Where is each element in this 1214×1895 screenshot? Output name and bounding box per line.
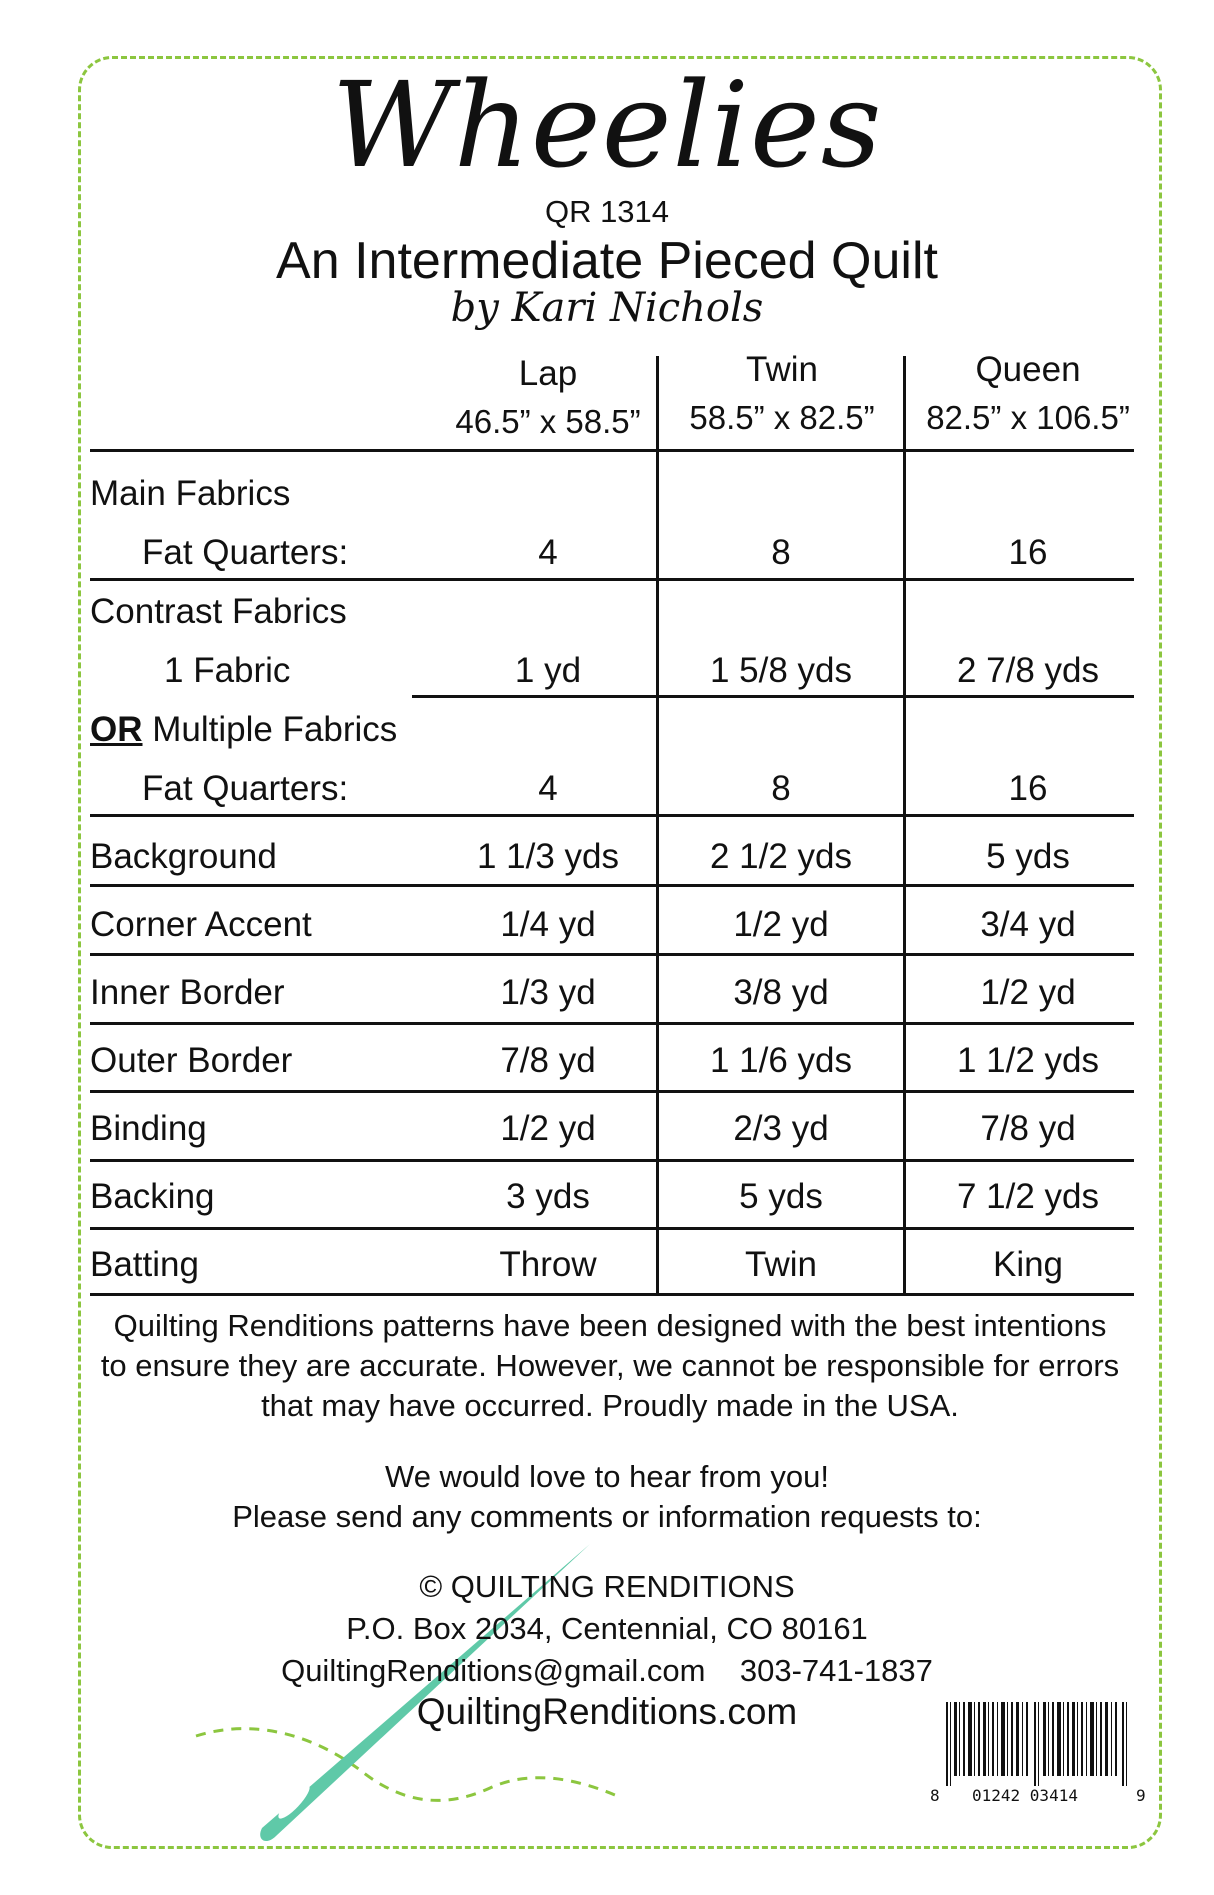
pattern-code: QR 1314 bbox=[544, 194, 670, 229]
barcode-digits: 01242 03414 bbox=[972, 1786, 1078, 1805]
barcode-icon bbox=[942, 1702, 1132, 1786]
or-label: OR bbox=[90, 710, 143, 749]
cell-lap: 1/4 yd bbox=[500, 905, 596, 944]
cell-lap: 7/8 yd bbox=[500, 1041, 596, 1080]
cell-twin: 1 5/8 yds bbox=[709, 651, 853, 690]
column-name: Twin bbox=[746, 350, 818, 389]
row-label-batting: Batting bbox=[90, 1245, 199, 1284]
row-rule bbox=[90, 1227, 1134, 1230]
row-rule bbox=[90, 814, 1134, 817]
cell-twin: 2 1/2 yds bbox=[709, 837, 853, 876]
cell-queen: 16 bbox=[1008, 769, 1048, 808]
cell-twin: 5 yds bbox=[739, 1177, 823, 1216]
cell-twin: 2/3 yd bbox=[733, 1109, 829, 1148]
contact-intro: We would love to hear from you! bbox=[385, 1459, 829, 1494]
column-name: Lap bbox=[518, 354, 578, 393]
cell-queen: 2 7/8 yds bbox=[956, 651, 1100, 690]
row-rule bbox=[90, 1159, 1134, 1162]
barcode-digit-last: 9 bbox=[1136, 1786, 1146, 1805]
company-name: © QUILTING RENDITIONS bbox=[419, 1569, 795, 1604]
phone-number: 303-741-1837 bbox=[739, 1653, 933, 1688]
row-rule bbox=[90, 578, 1134, 581]
mailing-address: P.O. Box 2034, Centennial, CO 80161 bbox=[346, 1611, 868, 1646]
cell-lap: 4 bbox=[538, 769, 558, 808]
row-label-one-fabric: 1 Fabric bbox=[164, 651, 291, 690]
row-label-inner-border: Inner Border bbox=[90, 973, 285, 1012]
disclaimer-line: Quilting Renditions patterns have been designed with the best intentions bbox=[113, 1308, 1107, 1343]
disclaimer-line: that may have occurred. Proudly made in the USA. bbox=[261, 1388, 959, 1423]
row-label-main-fabrics: Main Fabrics bbox=[90, 474, 291, 513]
pattern-title: Wheelies bbox=[331, 56, 883, 194]
cell-queen: 16 bbox=[1008, 533, 1048, 572]
barcode-digit-first: 8 bbox=[930, 1786, 940, 1805]
row-rule bbox=[90, 1293, 1134, 1296]
row-rule bbox=[90, 884, 1134, 887]
email-link[interactable]: QuiltingRenditions@gmail.com bbox=[281, 1653, 706, 1688]
column-header-lap bbox=[440, 350, 656, 446]
column-size: 46.5” x 58.5” bbox=[455, 403, 641, 440]
row-rule bbox=[90, 1090, 1134, 1093]
cell-queen: 7 1/2 yds bbox=[956, 1177, 1100, 1216]
disclaimer-line: to ensure they are accurate. However, we cannot be responsible for errors bbox=[100, 1348, 1120, 1383]
row-rule bbox=[90, 1022, 1134, 1025]
pattern-subtitle: An Intermediate Pieced Quilt bbox=[276, 232, 938, 290]
cell-lap: 1 yd bbox=[514, 651, 582, 690]
cell-twin: 8 bbox=[771, 533, 791, 572]
cell-lap: 1/2 yd bbox=[500, 1109, 596, 1148]
row-label-multiple-fabrics bbox=[90, 710, 397, 750]
pattern-author: by Kari Nichols bbox=[450, 285, 764, 331]
cell-twin: 8 bbox=[771, 769, 791, 808]
column-name: Queen bbox=[975, 350, 1081, 389]
cell-twin: 1 1/6 yds bbox=[709, 1041, 853, 1080]
cell-queen: 5 yds bbox=[986, 837, 1070, 876]
column-size: 58.5” x 82.5” bbox=[689, 399, 875, 436]
cell-twin: 3/8 yd bbox=[733, 973, 829, 1012]
row-label-background: Background bbox=[90, 837, 277, 876]
cell-twin: Twin bbox=[745, 1245, 817, 1284]
row-label-corner-accent: Corner Accent bbox=[90, 905, 312, 944]
cell-lap: 1/3 yd bbox=[500, 973, 596, 1012]
cell-queen: King bbox=[992, 1245, 1064, 1284]
website-link[interactable]: QuiltingRenditions.com bbox=[416, 1691, 798, 1732]
cell-twin: 1/2 yd bbox=[733, 905, 829, 944]
column-header-queen bbox=[906, 346, 1150, 442]
contact-line bbox=[0, 1650, 1214, 1692]
cell-lap: 3 yds bbox=[506, 1177, 590, 1216]
row-label-outer-border: Outer Border bbox=[90, 1041, 293, 1080]
cell-queen: 1/2 yd bbox=[980, 973, 1076, 1012]
row-rule bbox=[90, 953, 1134, 956]
contact-intro: Please send any comments or information requests to: bbox=[232, 1499, 982, 1534]
column-divider bbox=[656, 356, 659, 1294]
cell-lap: 4 bbox=[538, 533, 558, 572]
row-label-fat-quarters: Fat Quarters: bbox=[142, 769, 349, 808]
row-label-fat-quarters: Fat Quarters: bbox=[142, 533, 349, 572]
multiple-fabrics-label: Multiple Fabrics bbox=[152, 710, 398, 749]
column-header-twin bbox=[664, 346, 900, 442]
cell-lap: 1 1/3 yds bbox=[476, 837, 620, 876]
column-size: 82.5” x 106.5” bbox=[926, 399, 1130, 436]
cell-queen: 7/8 yd bbox=[980, 1109, 1076, 1148]
row-label-contrast-fabrics: Contrast Fabrics bbox=[90, 592, 347, 631]
header-rule bbox=[90, 449, 1134, 452]
cell-queen: 1 1/2 yds bbox=[956, 1041, 1100, 1080]
cell-queen: 3/4 yd bbox=[980, 905, 1076, 944]
row-label-backing: Backing bbox=[90, 1177, 215, 1216]
row-rule bbox=[412, 695, 1134, 698]
cell-lap: Throw bbox=[499, 1245, 597, 1284]
row-label-binding: Binding bbox=[90, 1109, 207, 1148]
column-divider bbox=[903, 356, 906, 1294]
